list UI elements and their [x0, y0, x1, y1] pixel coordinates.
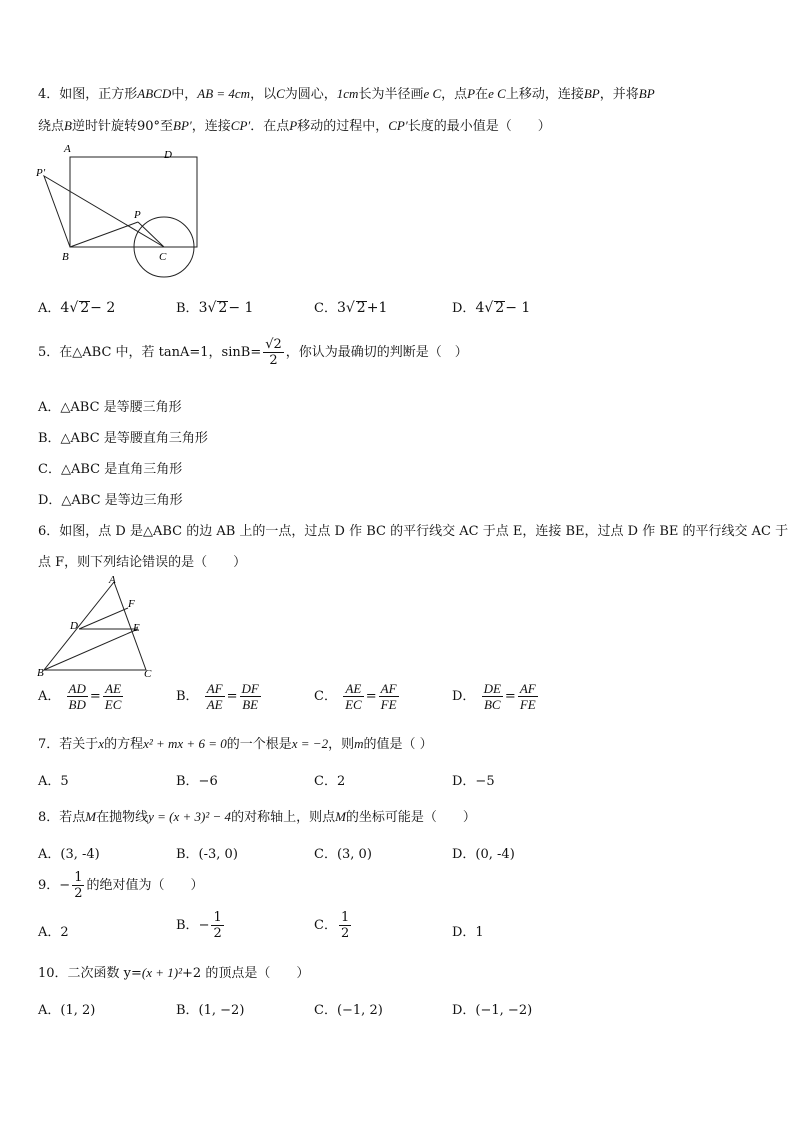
- q5-option-b: B．△ABC 是等腰直角三角形: [38, 431, 208, 446]
- q7-option-a: A．5: [38, 774, 69, 789]
- label-E: E: [133, 622, 140, 634]
- q9-option-c: C． $\frac{1}{2}$: [314, 910, 350, 941]
- q9-option-a: A．2: [38, 925, 69, 940]
- q9-stem: 9．− $\frac{1}{2}$ 的绝对值为（ ）: [38, 870, 204, 901]
- q7-option-b: B．−6: [176, 774, 218, 789]
- q4-option-a: A．4√ 2− 2: [38, 300, 116, 316]
- label-B: B: [37, 667, 44, 679]
- q10-option-a: A．(1, 2): [38, 1003, 96, 1018]
- q8-option-a: A．(3, -4): [38, 847, 100, 862]
- q7-stem: 7．若关于x的方程x² + mx + 6 = 0的一个根是x = −2，则m的值是（ ）: [38, 736, 433, 752]
- q4-option-d: D．4√ 2− 1: [452, 300, 531, 316]
- q8-stem: 8．若点M在抛物线y = (x + 3)² − 4的对称轴上，则点M的坐标可能是（ ）: [38, 809, 476, 825]
- q6-option-c: C． $\frac{AE}{EC}$ = $\frac{AF}{FE}$: [314, 681, 397, 712]
- q4-stem-line2: 绕点B逆时针旋转90°至BP′，连接CP′．在点P移动的过程中，CP′长度的最小值是（ ）: [38, 118, 551, 134]
- q4-figure: [34, 140, 204, 280]
- q8-option-b: B．(-3, 0): [176, 847, 238, 862]
- label-C: C: [159, 251, 167, 263]
- q5-option-d: D．△ABC 是等边三角形: [38, 493, 183, 508]
- q10-stem: 10．二次函数 y=(x + 1)²+2 的顶点是（ ）: [38, 965, 310, 981]
- label-F: F: [128, 598, 135, 610]
- q7-option-d: D．−5: [452, 774, 495, 789]
- q6-figure: [34, 572, 164, 682]
- q8-option-d: D．(0, -4): [452, 847, 515, 862]
- q6-stem-line1: 6．如图，点 D 是△ABC 的边 AB 上的一点，过点 D 作 BC 的平行线交 AC 于点 E，连接 BE，过点 D 作 BE 的平行线交 AC 于: [38, 524, 789, 539]
- label-P: P: [134, 209, 141, 221]
- label-P-prime: P′: [36, 167, 46, 179]
- label-A: A: [109, 574, 116, 586]
- q9-option-d: D．1: [452, 925, 484, 940]
- q4-option-c: C．3√ 2+1: [314, 300, 388, 316]
- q4-option-b: B．3√ 2− 1: [176, 300, 254, 316]
- q6-option-a: A． $\frac{AD}{BD}$ = $\frac{AE}{EC}$: [38, 681, 122, 712]
- q10-option-d: D．(−1, −2): [452, 1003, 533, 1018]
- q5-stem: 5．在△ABC 中，若 tanA=1，sinB= $\frac{√2}{2}$ ，你认为最确切的判断是（ ）: [38, 337, 468, 368]
- q4-stem-line1: 4．如图，正方形ABCD中，AB = 4cm，以C为圆心，1cm长为半径画e C，点P在e C上移动，连接BP，并将BP: [38, 86, 655, 102]
- label-C: C: [144, 668, 152, 680]
- q9-option-b: B．− $\frac{1}{2}$: [176, 910, 222, 941]
- q7-option-c: C．2: [314, 774, 346, 789]
- q6-option-d: D． $\frac{DE}{BC}$ = $\frac{AF}{FE}$: [452, 681, 536, 712]
- label-D: D: [70, 620, 78, 632]
- label-A: A: [64, 143, 71, 155]
- q8-option-c: C．(3, 0): [314, 847, 372, 862]
- q10-option-c: C．(−1, 2): [314, 1003, 383, 1018]
- label-D: D: [164, 149, 172, 161]
- label-B: B: [62, 251, 69, 263]
- q6-stem-line2: 点 F，则下列结论错误的是（ ）: [38, 555, 247, 570]
- q6-option-b: B． $\frac{AF}{AE}$ = $\frac{DF}{BE}$: [176, 681, 259, 712]
- q10-option-b: B．(1, −2): [176, 1003, 245, 1018]
- q5-option-c: C．△ABC 是直角三角形: [38, 462, 183, 477]
- q5-option-a: A．△ABC 是等腰三角形: [38, 400, 182, 415]
